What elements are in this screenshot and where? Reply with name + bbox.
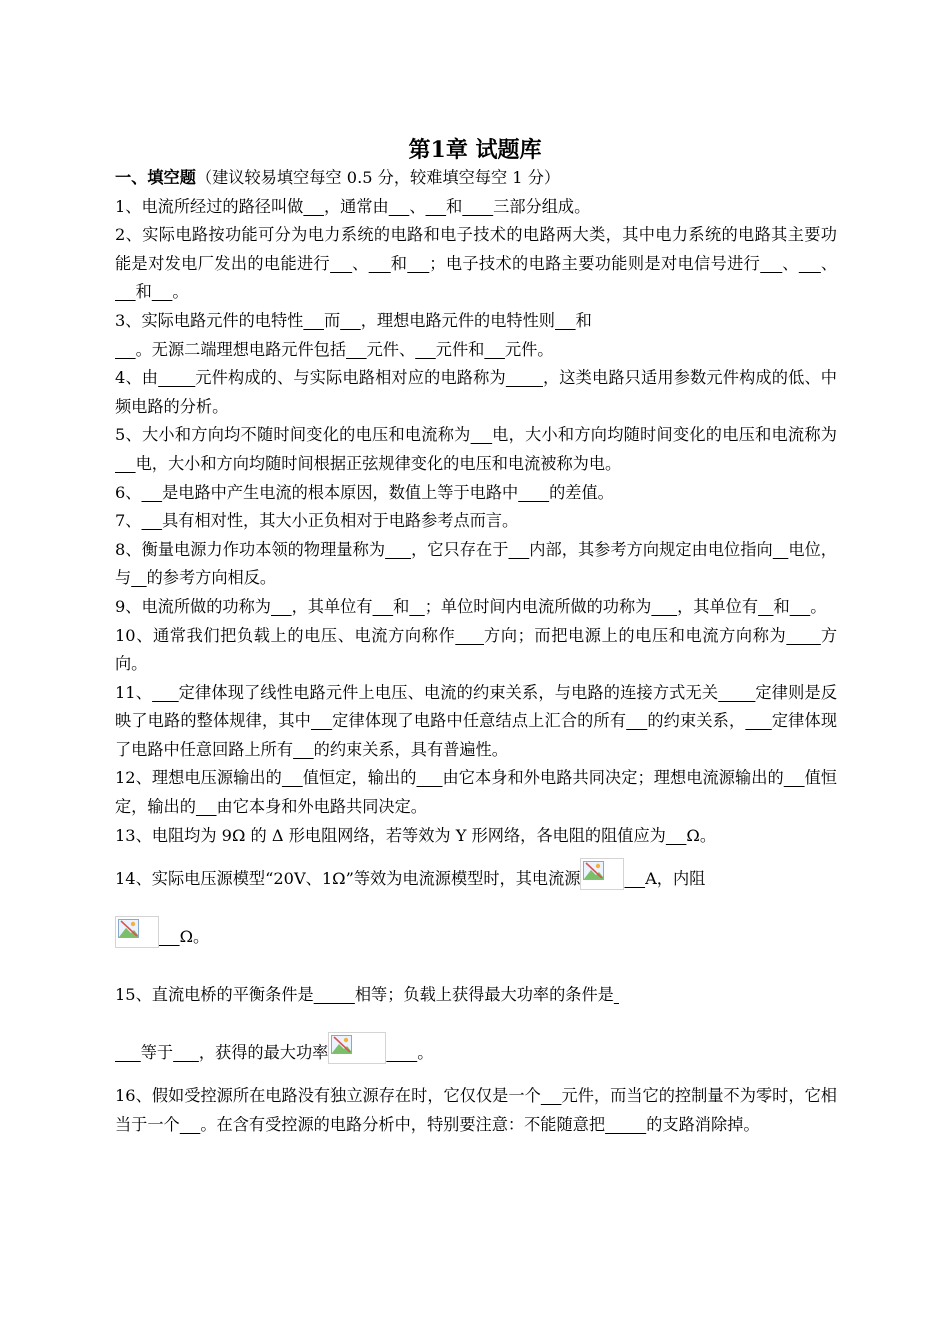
answer-blank	[718, 683, 755, 702]
answer-blank	[196, 797, 217, 816]
question-text: 方向；而把电源上的电压和电流方向称为	[484, 625, 787, 645]
answer-blank	[115, 1043, 141, 1062]
answer-blank	[131, 568, 146, 587]
answer-blank	[624, 869, 645, 888]
question-text: 电。	[588, 453, 622, 473]
question-text: 4、由	[115, 368, 159, 388]
answer-blank	[142, 483, 163, 502]
question-text: ，理想电路元件的电特性则	[360, 310, 555, 330]
question-text: 元件和	[435, 339, 485, 359]
answer-blank	[614, 985, 619, 1004]
answer-blank	[311, 711, 332, 730]
answer-blank	[303, 311, 324, 330]
question-text: 、	[352, 253, 369, 273]
question-16	[115, 1082, 837, 1139]
question-text: 具有相对性，其大小正负相对于电路参考点而言。	[162, 511, 519, 531]
question-text: 、	[409, 196, 426, 216]
answer-blank	[541, 1086, 562, 1105]
answer-blank	[293, 740, 314, 759]
answer-blank	[506, 368, 543, 387]
answer-blank	[340, 311, 361, 330]
question-9	[115, 593, 837, 622]
answer-blank	[416, 768, 442, 787]
answer-blank	[373, 597, 394, 616]
question-text: 。	[810, 596, 827, 616]
answer-blank	[330, 254, 352, 273]
question-text: 3、实际电路元件的电特性	[115, 310, 304, 330]
question-text: 内部，其参考方向规定由	[529, 539, 708, 559]
question-8	[115, 536, 837, 593]
question-text: 由它本身和外电路共同决定；理想电流源输出的	[442, 768, 784, 788]
answer-blank	[115, 282, 136, 301]
answer-blank	[508, 540, 529, 559]
question-13	[115, 822, 837, 851]
question-text: ；电子技术的电路主要功能则是对电信号进行	[429, 253, 761, 273]
question-text: ，其单位有	[677, 596, 759, 616]
question-text: 是电路中产生电流的根本原因，数值上等于电路中	[162, 482, 519, 502]
question-text: 1、电流所经过的路径叫做	[115, 196, 304, 216]
answer-blank	[651, 597, 677, 616]
answer-blank	[314, 985, 355, 1004]
answer-blank	[303, 197, 324, 216]
question-text: 和	[446, 196, 463, 216]
question-text: 2、实际电路按功能可分为电力系统的电路和电子技术的电路两大类，其中电力系统的电路其主要功能是对发电厂发出的电能进行	[115, 225, 837, 273]
answer-blank	[369, 254, 391, 273]
question-text: 电位指向	[707, 539, 773, 559]
answer-blank	[773, 540, 789, 559]
question-text: 14、实际电压源模型“20V、1Ω”等效为电流源模型时，其电流源	[115, 869, 581, 889]
question-text: 的约束关系，具有普遍性。	[313, 739, 508, 759]
answer-blank	[426, 197, 447, 216]
question-1	[115, 193, 837, 222]
question-text: 。	[172, 282, 189, 302]
question-text: Ω。	[179, 927, 210, 947]
answer-blank	[159, 927, 180, 946]
question-text: 16、假如受控源所在电路没有独立源存在时，它仅仅是一个	[115, 1086, 541, 1106]
answer-blank	[799, 254, 821, 273]
question-text: 元件。	[504, 339, 554, 359]
question-2	[115, 221, 837, 307]
answer-blank	[626, 711, 647, 730]
answer-blank	[745, 711, 771, 730]
question-text: 值恒定，输出的	[115, 768, 837, 817]
answer-blank	[784, 768, 805, 787]
question-text: 15、直流电桥的平衡条件是	[115, 985, 314, 1005]
broken-image-icon	[115, 916, 159, 948]
question-text: 13、电阻均为 9Ω 的 Δ 形电阻网络，若等效为 Y 形网络，各电阻的阻值应为	[115, 825, 666, 845]
answer-blank	[666, 826, 687, 845]
question-10	[115, 622, 837, 679]
question-text: 相等；负载上获得最大功率的条件是	[354, 985, 614, 1005]
answer-blank	[282, 768, 303, 787]
question-text: ，它只存在于	[411, 539, 509, 559]
answer-blank	[790, 597, 811, 616]
question-text: 11、	[115, 682, 153, 702]
question-text: ，其单位有	[291, 596, 373, 616]
broken-image-icon	[328, 1032, 386, 1064]
section-head-label: 一、填空题	[115, 168, 196, 187]
answer-blank	[173, 1043, 199, 1062]
broken-image-icon	[580, 858, 624, 890]
answer-blank	[415, 340, 436, 359]
answer-blank	[389, 197, 410, 216]
question-text: 和	[393, 596, 410, 616]
answer-blank	[115, 340, 136, 359]
question-text: 和	[135, 282, 152, 302]
question-text: 、	[820, 253, 838, 273]
answer-blank	[471, 425, 493, 444]
answer-blank	[271, 597, 292, 616]
question-text: 的约束关系，	[647, 711, 746, 731]
answer-blank	[760, 254, 782, 273]
question-text: 而	[323, 310, 341, 330]
answer-blank	[605, 1115, 646, 1134]
answer-blank	[407, 254, 429, 273]
question-12	[115, 764, 837, 821]
question-text: 12、理想电压源输出的	[115, 768, 282, 788]
answer-blank	[455, 626, 484, 645]
answer-blank	[152, 282, 173, 301]
question-text: 元件，而当它的控制量不为零时，它相当于一个	[115, 1086, 837, 1134]
answer-blank	[484, 340, 505, 359]
question-text: 方向。	[115, 625, 838, 674]
question-11	[115, 679, 837, 765]
question-text: A，内阻	[645, 869, 706, 889]
question-text: 定律体现了电路中任意回路上所有	[115, 711, 837, 759]
question-text: 7、	[115, 511, 142, 531]
question-15	[115, 966, 837, 1082]
question-text: 三部分组成。	[493, 196, 591, 216]
question-text: 。在含有受控源的电路分析中，特别要注意：不能随意把	[200, 1114, 606, 1134]
answer-blank	[462, 197, 493, 216]
question-text: 定律则是反映了电路的整体规律，其中	[115, 682, 838, 731]
question-text: 元件、	[366, 339, 416, 359]
question-text: 、	[782, 253, 799, 273]
answer-blank	[758, 597, 773, 616]
question-14	[115, 850, 837, 966]
answer-blank	[115, 454, 136, 473]
answer-blank	[518, 483, 549, 502]
section-heading	[115, 164, 837, 193]
question-text: 电，大小和方向均随时间根据正弦规律变化的电压和电流被称为	[135, 453, 589, 473]
question-7	[115, 507, 837, 536]
answer-blank	[409, 597, 424, 616]
answer-blank	[386, 1043, 417, 1062]
question-text: 由它本身和外电路共同决定。	[216, 797, 427, 817]
answer-blank	[158, 368, 195, 387]
question-6	[115, 479, 837, 508]
question-text: ，通常由	[323, 196, 389, 216]
question-text: 的差值。	[549, 482, 614, 502]
question-text: 定律体现了电路中任意结点上汇合的所有	[332, 711, 627, 731]
question-text: 5、大小和方向均不随时间变化的电压和电流称为	[115, 425, 471, 445]
question-text: 。无源二端理想电路元件包括	[135, 339, 347, 359]
question-text: 和	[575, 310, 592, 330]
question-text: 8、衡量电源力作功本领的物理量称为	[115, 539, 386, 559]
answer-blank	[385, 540, 411, 559]
question-text: ，获得的最大功率	[198, 1043, 329, 1063]
chapter-title: 第1章 试题库	[408, 137, 542, 163]
question-text: Ω。	[686, 825, 717, 845]
question-text: 定律体现了线性电路元件上电压、电流的约束关系，与电路的连接方式无关	[178, 682, 719, 702]
answer-blank	[555, 311, 576, 330]
question-text: 6、	[115, 482, 142, 502]
question-text: 。	[417, 1043, 434, 1063]
answer-blank	[346, 340, 367, 359]
question-text: 和	[390, 253, 408, 273]
question-text: 值恒定，输出的	[302, 768, 417, 788]
answer-blank	[180, 1115, 201, 1134]
question-text: 的参考方向相反。	[146, 568, 277, 588]
answer-blank	[142, 511, 163, 530]
question-3	[115, 307, 837, 364]
question-5	[115, 421, 837, 478]
question-text: 等于	[140, 1043, 174, 1063]
question-list	[115, 164, 837, 1139]
section-scoring-note: （建议较易填空每空 0.5 分，较难填空每空 1 分）	[195, 168, 561, 187]
question-text: 元件构成的、与实际电路相对应的电路称为	[195, 368, 506, 388]
question-text: 10、通常我们把负载上的电压、电流方向称作	[115, 625, 456, 645]
question-text: 的支路消除掉。	[646, 1114, 760, 1134]
question-text: 和	[773, 596, 790, 616]
question-text: 电位，与	[115, 539, 837, 588]
question-text: ；单位时间内电流所做的功称为	[424, 596, 652, 616]
question-text: ，这类电路只适用参数元件构成的低、中频电路的分析。	[115, 368, 837, 416]
question-4	[115, 364, 837, 421]
question-text: 9、电流所做的功称为	[115, 596, 271, 616]
answer-blank	[152, 683, 179, 702]
question-text: 电，大小和方向均随时间变化的电压和电流称为	[492, 425, 837, 445]
answer-blank	[786, 626, 821, 645]
